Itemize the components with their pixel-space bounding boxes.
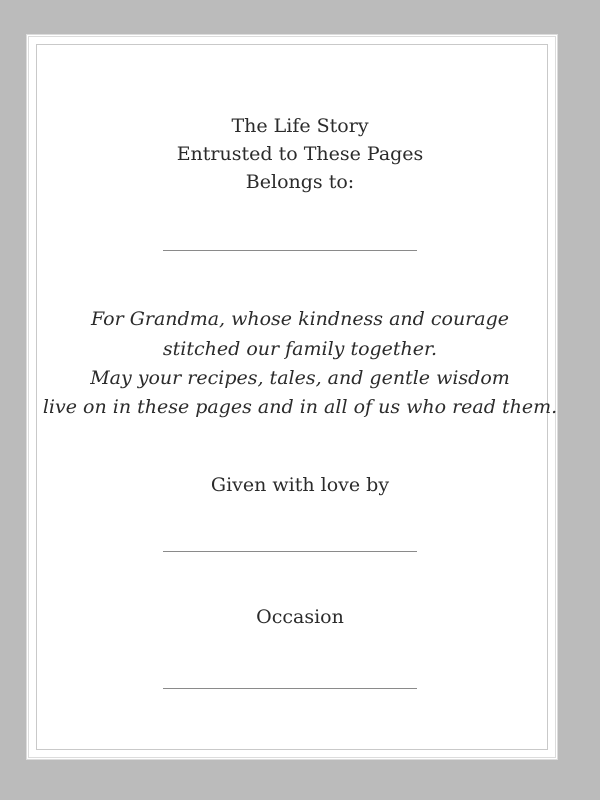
given-by-label: Given with love by (210, 474, 390, 496)
dedication-line-4: live on in these pages and in all of us who read them. (42, 396, 558, 418)
dedication-line-3: May your recipes, tales, and gentle wisdom (90, 367, 510, 389)
title-line-3: Belongs to: (245, 171, 355, 193)
dedication-line-1: For Grandma, whose kindness and courage (91, 308, 509, 330)
dedication-line-2: stitched our family together. (162, 338, 438, 360)
title-line-2: Entrusted to These Pages (176, 143, 424, 165)
title-line-1: The Life Story (231, 115, 369, 137)
giver-signature-line[interactable] (163, 551, 417, 552)
occasion-label: Occasion (256, 606, 344, 628)
owner-signature-line[interactable] (163, 250, 417, 251)
occasion-line[interactable] (163, 688, 417, 689)
